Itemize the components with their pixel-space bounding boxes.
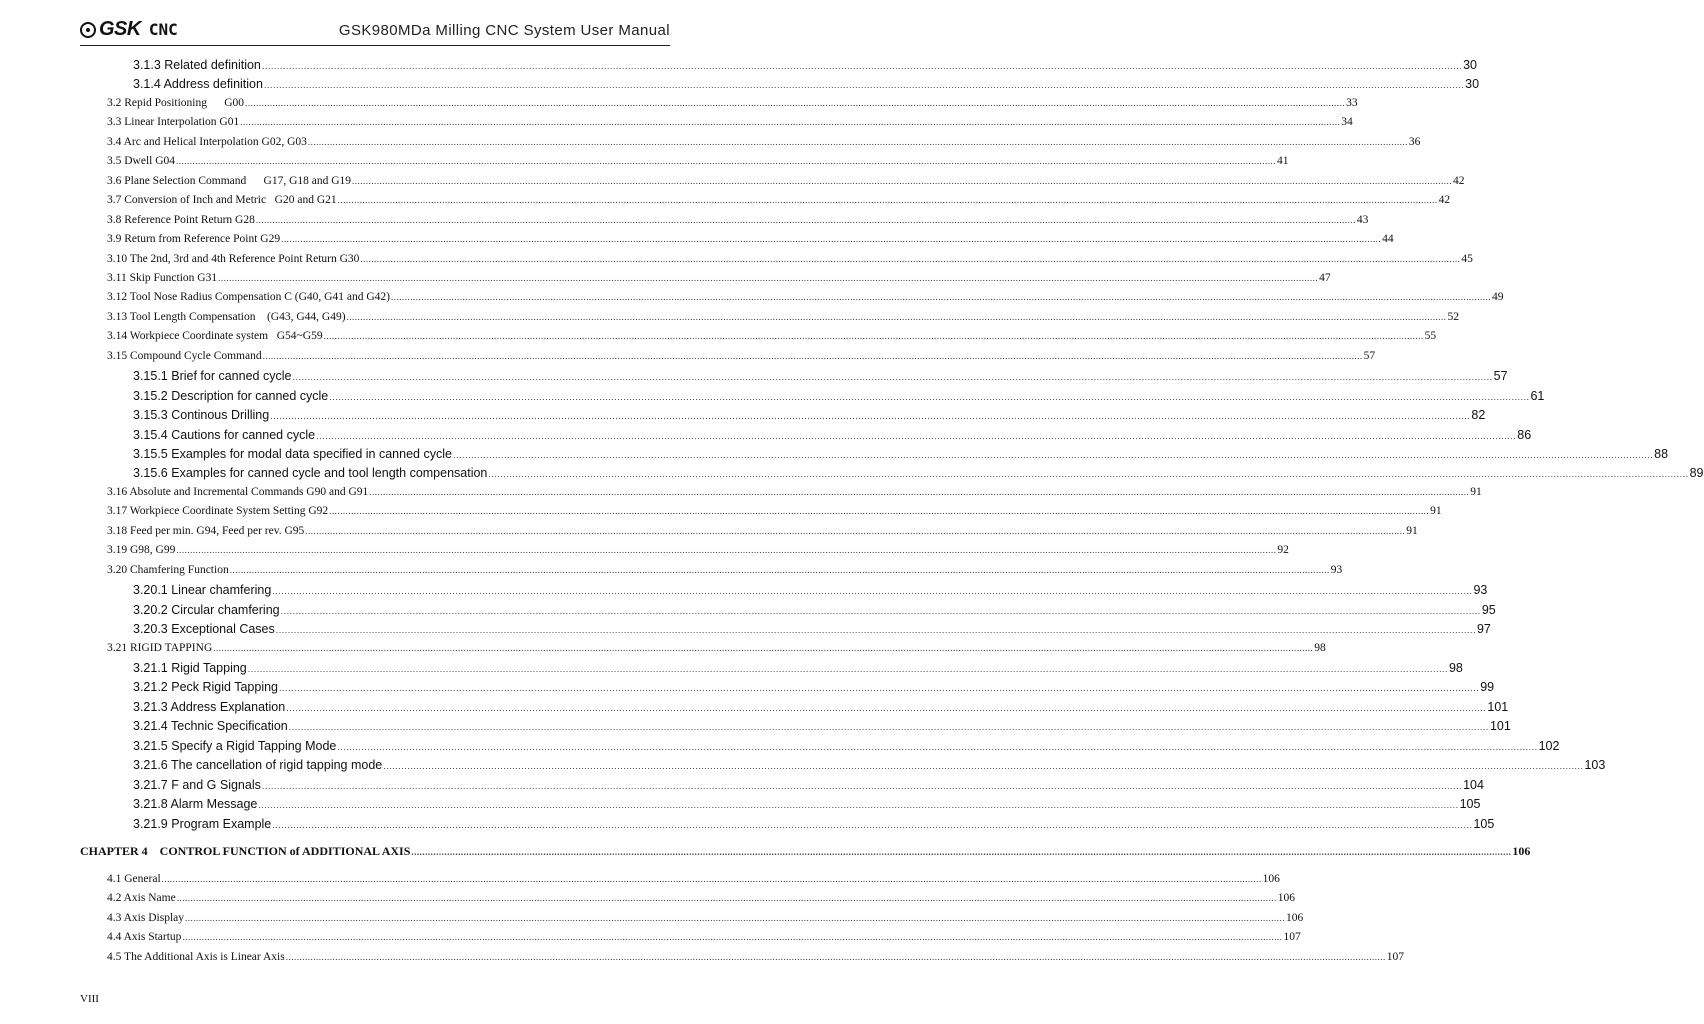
toc-entry-title: 4.5 The Additional Axis is Linear Axis — [107, 950, 285, 963]
toc-entry[interactable] — [133, 58, 1477, 76]
dot-leader: ................................................................................................................................................................................................................................................................................................................................................................................................................ — [292, 372, 1493, 383]
toc-entry-title: 3.5 Dwell G04 — [107, 155, 176, 168]
toc-entry-title: 3.1.4 Address definition — [133, 77, 263, 92]
toc-entry-page: 89 — [1689, 466, 1704, 481]
toc-entry[interactable] — [107, 135, 1421, 154]
toc-entry[interactable] — [133, 816, 1495, 835]
toc-entry[interactable] — [133, 738, 1560, 757]
dot-leader: ................................................................................................................................................................................................................................................................................................................................................................................................................ — [262, 350, 1363, 361]
toc-entry[interactable] — [133, 408, 1486, 426]
toc-entry-page: 101 — [1487, 699, 1509, 714]
dot-leader: ................................................................................................................................................................................................................................................................................................................................................................................................................ — [307, 136, 1408, 147]
dot-leader: ................................................................................................................................................................................................................................................................................................................................................................................................................ — [285, 951, 1386, 962]
toc-entry-title: 3.11 Skip Function G31 — [107, 271, 218, 284]
toc-entry[interactable] — [107, 291, 1504, 309]
dot-leader: ................................................................................................................................................................................................................................................................................................................................................................................................................ — [288, 722, 1489, 733]
dot-leader: ................................................................................................................................................................................................................................................................................................................................................................................................................ — [488, 469, 1689, 480]
toc-entry-title: 3.21.3 Address Explanation — [133, 699, 286, 714]
toc-entry-title: 3.21.4 Technic Specification — [133, 719, 288, 734]
toc-entry-title: 3.21.9 Program Example — [133, 816, 272, 831]
toc-entry-page: 105 — [1473, 816, 1495, 831]
dot-leader: ................................................................................................................................................................................................................................................................................................................................................................................................................ — [185, 912, 1285, 923]
toc-entry-page: 33 — [1346, 96, 1358, 109]
page-header — [80, 14, 670, 48]
toc-entry-page: 102 — [1538, 738, 1560, 753]
toc-entry-page: 105 — [1459, 797, 1481, 812]
toc-chapter-entry[interactable] — [80, 844, 1531, 862]
toc-entry-title: 3.6 Plane Selection Command G17, G18 and G19 — [107, 174, 352, 187]
toc-entry-page: 52 — [1447, 310, 1460, 323]
dot-leader: ................................................................................................................................................................................................................................................................................................................................................................................................................ — [176, 545, 1277, 556]
dot-leader: ................................................................................................................................................................................................................................................................................................................................................................................................................ — [316, 430, 1517, 441]
dot-leader: ................................................................................................................................................................................................................................................................................................................................................................................................................ — [176, 893, 1277, 904]
toc-entry-title: 3.15.5 Examples for modal data specified in canned cycle — [133, 447, 452, 461]
toc-entry-page: 30 — [1463, 58, 1477, 72]
toc-entry[interactable] — [107, 96, 1358, 115]
toc-entry-page: 45 — [1461, 252, 1473, 265]
toc-entry-page: 93 — [1473, 583, 1488, 598]
toc-entry-page: 93 — [1330, 563, 1343, 576]
toc-entry-page: 99 — [1480, 680, 1495, 695]
dot-leader: ................................................................................................................................................................................................................................................................................................................................................................................................................ — [286, 702, 1487, 713]
dot-leader: ................................................................................................................................................................................................................................................................................................................................................................................................................ — [261, 780, 1463, 791]
dot-leader: ................................................................................................................................................................................................................................................................................................................................................................................................................ — [161, 874, 1262, 884]
dot-leader: ................................................................................................................................................................................................................................................................................................................................................................................................................ — [245, 97, 1346, 108]
gsk-emblem-icon — [80, 22, 96, 38]
toc-entry-title: 3.21.6 The cancellation of rigid tapping mode — [133, 758, 383, 773]
toc-entry-title: 3.20.2 Circular chamfering — [133, 602, 280, 617]
dot-leader: ................................................................................................................................................................................................................................................................................................................................................................................................................ — [346, 311, 1447, 322]
toc-entry-page: 57 — [1493, 369, 1508, 384]
toc-entry[interactable] — [107, 873, 1280, 891]
toc-entry-page: 57 — [1363, 349, 1376, 362]
manual-title: GSK980MDa Milling CNC System User Manual — [338, 22, 670, 39]
toc-entry-title: 4.3 Axis Display — [107, 911, 184, 924]
toc-entry-page: 106 — [1277, 892, 1295, 905]
toc-entry-page: 42 — [1438, 194, 1451, 207]
toc-entry-page: 61 — [1530, 388, 1545, 403]
dot-leader: ................................................................................................................................................................................................................................................................................................................................................................................................................ — [323, 331, 1424, 342]
dot-leader: ................................................................................................................................................................................................................................................................................................................................................................................................................ — [452, 450, 1654, 460]
dot-leader: ................................................................................................................................................................................................................................................................................................................................................................................................................ — [258, 800, 1459, 811]
toc-entry-title: 3.21.7 F and G Signals — [133, 777, 261, 792]
toc-entry-page: 47 — [1319, 271, 1331, 284]
toc-entry-page: 49 — [1491, 291, 1504, 304]
toc-entry-page: 104 — [1463, 777, 1484, 792]
toc-entry[interactable] — [133, 369, 1508, 387]
dot-leader: ................................................................................................................................................................................................................................................................................................................................................................................................................ — [272, 819, 1473, 830]
toc-entry-title: 3.21.2 Peck Rigid Tapping — [133, 680, 279, 695]
toc-entry-page: 34 — [1341, 116, 1353, 129]
dot-leader: ................................................................................................................................................................................................................................................................................................................................................................................................................ — [263, 80, 1465, 91]
dot-leader: ................................................................................................................................................................................................................................................................................................................................................................................................................ — [182, 932, 1283, 943]
page-number: VIII — [80, 993, 99, 1005]
toc-entry-title: 4.4 Axis Startup — [107, 931, 182, 944]
gsk-logo — [80, 18, 178, 41]
toc-entry-title: 4.1 General — [107, 873, 161, 885]
toc-entry-page: 86 — [1517, 427, 1532, 442]
dot-leader: ................................................................................................................................................................................................................................................................................................................................................................................................................ — [281, 234, 1382, 245]
dot-leader: ................................................................................................................................................................................................................................................................................................................................................................................................................ — [218, 272, 1319, 283]
toc-entry-page: 44 — [1382, 233, 1394, 246]
dot-leader: ................................................................................................................................................................................................................................................................................................................................................................................................................ — [337, 195, 1438, 206]
toc-entry-title: 3.21.8 Alarm Message — [133, 797, 258, 812]
dot-leader: ................................................................................................................................................................................................................................................................................................................................................................................................................ — [411, 847, 1512, 857]
toc-entry-title: 3.12 Tool Nose Radius Compensation C (G40, G41 and G42) — [107, 291, 390, 304]
toc-entry[interactable] — [133, 447, 1669, 465]
toc-entry[interactable] — [107, 310, 1460, 329]
dot-leader: ................................................................................................................................................................................................................................................................................................................................................................................................................ — [213, 642, 1314, 653]
toc-entry-title: 3.15.4 Cautions for canned cycle — [133, 427, 316, 442]
dot-leader: ................................................................................................................................................................................................................................................................................................................................................................................................................ — [383, 761, 1584, 772]
toc-entry-page: 91 — [1406, 524, 1418, 537]
toc-entry[interactable] — [133, 583, 1488, 601]
dot-leader: ................................................................................................................................................................................................................................................................................................................................................................................................................ — [305, 525, 1406, 536]
toc-entry-page: 43 — [1356, 213, 1369, 226]
toc-entry[interactable] — [107, 911, 1304, 930]
toc-entry-title: 3.13 Tool Length Compensation (G43, G44, G49) — [107, 310, 346, 323]
toc-entry[interactable] — [133, 699, 1509, 718]
dot-leader: ................................................................................................................................................................................................................................................................................................................................................................................................................ — [270, 411, 1471, 422]
toc-entry-page: 88 — [1654, 447, 1669, 461]
toc-entry-page: 91 — [1470, 485, 1482, 498]
toc-entry-page: 92 — [1277, 544, 1289, 557]
toc-entry-title: 3.16 Absolute and Incremental Commands G90 and G91 — [107, 485, 369, 498]
toc-entry-title: 3.15.2 Description for canned cycle — [133, 388, 329, 403]
toc-entry-title: 3.7 Conversion of Inch and Metric G20 and G21 — [107, 194, 337, 207]
dot-leader: ................................................................................................................................................................................................................................................................................................................................................................................................................ — [360, 253, 1461, 264]
toc-entry[interactable] — [107, 950, 1404, 969]
dot-leader: ................................................................................................................................................................................................................................................................................................................................................................................................................ — [352, 175, 1453, 186]
toc-entry-title: 3.3 Linear Interpolation G01 — [107, 116, 240, 129]
toc-entry[interactable] — [133, 77, 1480, 95]
toc-entry-page: 41 — [1277, 155, 1289, 168]
toc-entry-title: 3.21.5 Specify a Rigid Tapping Mode — [133, 738, 337, 753]
dot-leader: ................................................................................................................................................................................................................................................................................................................................................................................................................ — [390, 292, 1491, 303]
toc-entry-page: 30 — [1465, 77, 1480, 92]
dot-leader: ................................................................................................................................................................................................................................................................................................................................................................................................................ — [280, 605, 1481, 616]
dot-leader: ................................................................................................................................................................................................................................................................................................................................................................................................................ — [240, 117, 1341, 128]
toc-entry-page: 103 — [1584, 758, 1606, 773]
toc-entry-page: 98 — [1314, 641, 1326, 654]
dot-leader: ................................................................................................................................................................................................................................................................................................................................................................................................................ — [329, 506, 1430, 517]
toc-entry-title: 3.21.1 Rigid Tapping — [133, 660, 247, 675]
toc-entry-title: 3.15 Compound Cycle Command — [107, 349, 262, 362]
dot-leader: ................................................................................................................................................................................................................................................................................................................................................................................................................ — [255, 214, 1356, 225]
toc-entry[interactable] — [133, 797, 1481, 815]
toc-entry-title: 3.10 The 2nd, 3rd and 4th Reference Point Return G30 — [107, 252, 360, 265]
dot-leader: ................................................................................................................................................................................................................................................................................................................................................................................................................ — [247, 663, 1448, 674]
toc-entry[interactable] — [107, 194, 1451, 212]
toc-entry-page: 55 — [1424, 330, 1437, 343]
toc-entry-page: 95 — [1481, 602, 1496, 617]
toc-entry[interactable] — [107, 116, 1353, 134]
toc-entry[interactable] — [107, 349, 1376, 368]
toc-entry-page: 106 — [1286, 911, 1304, 924]
toc-entry[interactable] — [107, 563, 1343, 582]
toc-entry[interactable] — [107, 174, 1465, 193]
toc-entry-title: 3.21 RIGID TAPPING — [107, 641, 213, 654]
toc-entry[interactable] — [133, 719, 1511, 737]
toc-entry-page: 107 — [1283, 931, 1301, 944]
toc-entry-title: 3.9 Return from Reference Point G29 — [107, 233, 281, 246]
toc-entry[interactable] — [133, 602, 1496, 621]
toc-entry-title: 3.20 Chamfering Function — [107, 563, 229, 576]
toc-entry[interactable] — [107, 213, 1369, 232]
toc-entry[interactable] — [107, 485, 1482, 504]
header-divider — [80, 45, 670, 46]
toc-entry-title: 3.18 Feed per min. G94, Feed per rev. G95 — [107, 524, 305, 537]
toc-entry[interactable] — [107, 524, 1418, 543]
toc-entry-title: 3.2 Repid Positioning G00 — [107, 96, 245, 109]
toc-entry-page: 42 — [1453, 174, 1465, 187]
toc-entry[interactable] — [107, 271, 1331, 290]
toc-entry-page: 82 — [1471, 408, 1486, 423]
toc-entry-title: 3.4 Arc and Helical Interpolation G02, G03 — [107, 135, 307, 148]
toc-entry-page: 97 — [1476, 622, 1491, 637]
toc-entry[interactable] — [133, 622, 1491, 640]
toc-entry-title: CHAPTER 4 CONTROL FUNCTION of ADDITIONAL AXIS — [80, 844, 411, 858]
dot-leader: ................................................................................................................................................................................................................................................................................................................................................................................................................ — [229, 564, 1330, 575]
toc-entry[interactable] — [107, 641, 1326, 660]
toc-entry-page: 91 — [1430, 505, 1442, 518]
dot-leader: ................................................................................................................................................................................................................................................................................................................................................................................................................ — [369, 486, 1470, 497]
toc-entry-page: 106 — [1512, 844, 1531, 858]
dot-leader: ................................................................................................................................................................................................................................................................................................................................................................................................................ — [275, 625, 1476, 636]
toc-entry-page: 101 — [1489, 719, 1511, 734]
dot-leader: ................................................................................................................................................................................................................................................................................................................................................................................................................ — [329, 391, 1530, 402]
toc-entry[interactable] — [133, 388, 1545, 407]
toc-entry-title: 3.20.1 Linear chamfering — [133, 583, 272, 598]
toc-entry[interactable] — [133, 660, 1463, 679]
toc-entry[interactable] — [107, 233, 1394, 251]
toc-entry[interactable] — [133, 466, 1704, 484]
dot-leader: ................................................................................................................................................................................................................................................................................................................................................................................................................ — [176, 156, 1277, 167]
toc-entry[interactable] — [107, 155, 1289, 173]
toc-entry[interactable] — [133, 777, 1484, 796]
toc-entry[interactable] — [107, 892, 1295, 910]
dot-leader: ................................................................................................................................................................................................................................................................................................................................................................................................................ — [337, 741, 1538, 752]
dot-leader: ................................................................................................................................................................................................................................................................................................................................................................................................................ — [279, 683, 1480, 694]
toc-entry-title: 3.8 Reference Point Return G28 — [107, 213, 255, 226]
toc-entry[interactable] — [107, 931, 1301, 949]
toc-entry[interactable] — [107, 330, 1437, 348]
toc-entry[interactable] — [133, 680, 1495, 698]
toc-entry-title: 3.17 Workpiece Coordinate System Setting G92 — [107, 505, 329, 518]
toc-entry[interactable] — [107, 544, 1289, 562]
toc-entry-title: 3.15.6 Examples for canned cycle and tool length compensation — [133, 466, 488, 481]
logo-sub: CNC — [148, 20, 178, 39]
toc-entry-page: 98 — [1448, 660, 1463, 675]
toc-entry[interactable] — [107, 505, 1442, 523]
dot-leader: ................................................................................................................................................................................................................................................................................................................................................................................................................ — [261, 61, 1463, 71]
toc-entry-title: 3.20.3 Exceptional Cases — [133, 622, 275, 637]
toc-entry-page: 107 — [1386, 950, 1404, 963]
toc-entry-page: 106 — [1262, 873, 1280, 885]
toc-entry[interactable] — [133, 758, 1606, 776]
toc-entry-title: 3.14 Workpiece Coordinate system G54~G59 — [107, 330, 323, 343]
logo-brand: GSK — [99, 18, 141, 40]
dot-leader: ................................................................................................................................................................................................................................................................................................................................................................................................................ — [272, 586, 1473, 597]
toc-entry-title: 3.19 G98, G99 — [107, 544, 176, 557]
toc-entry-page: 36 — [1408, 135, 1421, 148]
toc-entry[interactable] — [133, 427, 1532, 446]
toc-entry-title: 3.1.3 Related definition — [133, 58, 261, 72]
toc-entry-title: 4.2 Axis Name — [107, 892, 176, 905]
toc-entry[interactable] — [107, 252, 1473, 271]
toc-entry-title: 3.15.3 Continous Drilling — [133, 408, 270, 423]
toc-entry-title: 3.15.1 Brief for canned cycle — [133, 369, 292, 384]
